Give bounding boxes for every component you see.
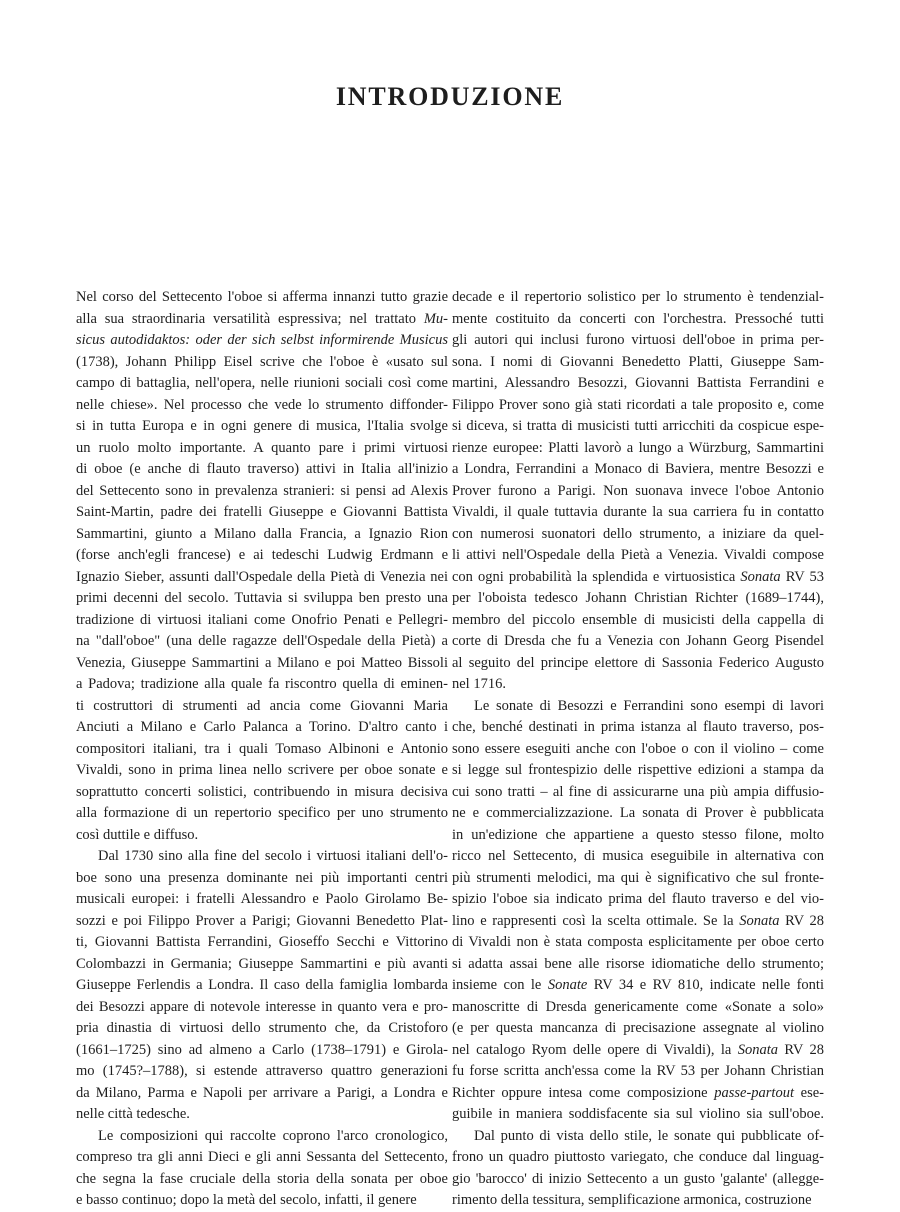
text-line: Vivaldi, sono in prima linea nello scrivere per oboe sonate e [76,762,448,778]
text-line: ne e commercializzazione. La sonata di Prover è pubblicata [452,805,824,821]
text-line: in un'edizione che appartiene a questo stesso filone, molto [452,826,824,843]
text-line: (e per questa mancanza di precisazione assegnate al violino [452,1020,824,1036]
text-line: più strumenti melodici, ma qui è significativo che sul fronte- [452,869,824,886]
text-line: Giuseppe Ferlendis a Londra. Il caso della famiglia lombarda [76,977,448,993]
text-line: alla formazione di un repertorio specifico per uno strumento [76,805,448,821]
text-line: corte di Dresda che fu a Venezia con Johann Georg Pisendel [452,633,824,649]
text-line: Anciuti a Milano e Carlo Palanca a Torino. D'altro canto i [76,719,448,735]
text-line: na "dall'oboe" (una delle ragazze dell'Ospedale della Pietà) a [76,633,448,649]
text-line: nelle chiese». Nel processo che vede lo strumento diffonder- [76,396,448,413]
text-line: Le sonate di Besozzi e Ferrandini sono esempi di lavori [474,697,824,714]
text-line: gio 'barocco' di inizio Settecento a un gusto 'galante' (allegge- [452,1170,824,1187]
text-line: cui sono tratti – al fine di assicurarne una più ampia diffusio- [452,783,824,800]
text-line: rienze europee: Platti lavorò a lungo a Würzburg, Sammartini [452,439,824,456]
text-column-right [452,287,824,1212]
text-line: Dal punto di vista dello stile, le sonate qui pubblicate of- [474,1127,824,1144]
text-line: decade e il repertorio solistico per lo strumento è tendenzial- [452,289,824,305]
text-line: campo di battaglia, nell'opera, nelle riunioni sociali così come [76,375,448,391]
text-line: pria dinastia di virtuosi dello strumento che, da Cristoforo [76,1020,448,1036]
text-line: a Londra, Ferrandini a Monaco di Baviera, mentre Besozzi e [452,461,824,477]
text-line: primi decenni del secolo. Tuttavia si sviluppa ben presto una [76,590,448,606]
text-line: di Vivaldi non è stata composta esplicitamente per oboe certo [452,934,824,950]
text-line: membro del piccolo ensemble di musicisti della cappella di [452,611,824,628]
text-line: soprattutto concerti solistici, contribuendo in misura decisiva [76,783,448,800]
page-title: INTRODUZIONE [335,82,565,111]
text-line: al seguito del principe elettore di Sassonia Federico Augusto [452,654,824,671]
text-line: si adatta assai bene alle risorse idiomatiche dello strumento; [452,955,824,972]
text-line: Sammartini, giunto a Milano dalla Francia, a Ignazio Rion [76,525,448,542]
text-line: del Settecento sono in prevalenza stranieri: si pensi ad Alexis [76,482,448,499]
text-line: nel 1716. [452,676,506,692]
text-line: sono essere eseguiti anche con l'oboe o con il violino – come [452,740,824,757]
text-line: spizio l'oboe sia indicato prima del flauto traverso e del vio- [452,891,824,907]
text-line: Richter oppure intesa come composizione passe-partout ese- [452,1084,825,1101]
text-line: fu forse scritta anch'essa come la RV 53 per Johann Christian [452,1063,824,1079]
text-line: martini, Alessandro Besozzi, Giovanni Battista Ferrandini e [452,375,824,391]
text-line: Dal 1730 sino alla fine del secolo i virtuosi italiani dell'o- [98,848,448,864]
text-line: un ruolo molto importante. A quanto pare i primi virtuosi [76,439,448,456]
text-line: Le composizioni qui raccolte coprono l'arco cronologico, [98,1127,448,1144]
text-line: guibile in maniera soddisfacente sia sul violino sia sull'oboe. [452,1106,824,1122]
text-line: si in tutta Europa e in ogni genere di musica, l'Italia svolge [76,418,448,434]
text-line: (1661–1725) sino ad almeno a Carlo (1738–1791) e Girola- [76,1041,448,1058]
text-line: gli autori qui inclusi furono virtuosi dell'oboe in prima per- [452,332,824,348]
text-line: lino e rappresenti così la scelta ottimale. Se la Sonata RV 28 [452,912,824,929]
text-line: così duttile e diffuso. [76,826,199,843]
text-line: mente costituito da concerti con l'orchestra. Pressoché tutti [452,310,824,327]
text-line: che, benché destinati in prima istanza al flauto traverso, pos- [452,719,824,735]
text-column-left [76,287,448,1212]
text-line: da Milano, Parma e Napoli per arrivare a Parigi, a Londra e [76,1084,448,1101]
text-line: nel catalogo Ryom delle opere di Vivaldi), la Sonata RV 28 [452,1041,824,1058]
text-line: Prover furono a Parigi. Non suonava invece l'oboe Antonio [452,482,824,499]
text-line: Ignazio Sieber, assunti dall'Ospedale della Pietà di Venezia nei [76,568,448,585]
text-line: e basso continuo; dopo la metà del secolo, infatti, il genere [76,1192,417,1208]
text-line: frono un quadro piuttosto variegato, che conduce dal linguag- [452,1149,824,1165]
text-line: alla sua straordinaria versatilità espressiva; nel trattato Mu- [76,310,448,327]
text-line: compreso tra gli anni Dieci e gli anni Sessanta del Settecento, [76,1149,448,1165]
text-line: con ogni probabilità la splendida e virtuosistica Sonata RV 53 [452,568,824,585]
text-line: ti, Giovanni Battista Ferrandini, Gioseffo Secchi e Vittorino [76,934,448,950]
text-line: Colombazzi in Germania; Giuseppe Sammartini e più avanti [76,955,448,972]
text-line: si legge sul frontespizio delle rispettive edizioni a stampa da [452,762,824,778]
text-line: musicali europei: i fratelli Alessandro e Paolo Girolamo Be- [76,891,448,907]
text-line: sona. I nomi di Giovanni Benedetto Platti, Giuseppe Sam- [452,353,824,370]
text-line: boe sono una presenza dominante nei più importanti centri [76,869,448,886]
text-line: nelle città tedesche. [76,1106,190,1122]
text-line: sozzi e poi Filippo Prover a Parigi; Giovanni Benedetto Plat- [76,912,448,929]
text-line: Vivaldi, il quale tuttavia durante la sua carriera fu in contatto [452,504,824,520]
text-line: Saint-Martin, padre dei fratelli Giuseppe e Giovanni Battista [76,504,448,520]
text-line: ricco nel Settecento, di musica eseguibile in alternativa con [452,848,824,864]
text-line: rimento della tessitura, semplificazione armonica, costruzione [452,1192,812,1208]
text-line: insieme con le Sonate RV 34 e RV 810, indicate nelle fonti [452,977,824,993]
text-line: con numerosi suonatori dello strumento, a iniziare da quel- [452,525,824,542]
text-line: per l'oboista tedesco Johann Christian Richter (1689–1744), [452,590,824,606]
text-line: dei Besozzi appare di notevole interesse in quanto vera e pro- [76,998,448,1015]
text-line: tradizione di virtuosi italiani come Onofrio Penati e Pellegri- [76,611,448,628]
text-line: si diceva, si tratta di musicisti tutti arricchiti da cospicue espe- [452,418,824,434]
text-line: Nel corso del Settecento l'oboe si afferma innanzi tutto grazie [76,289,448,305]
text-line: (forse anch'egli francese) e ai tedeschi Ludwig Erdmann e [76,547,448,563]
text-line: Filippo Prover sono già stati ricordati a tale proposito e, come [452,396,824,413]
text-line: li attivi nell'Ospedale della Pietà a Venezia. Vivaldi compose [452,547,824,563]
text-line: compositori italiani, tra i quali Tomaso Albinoni e Antonio [76,740,448,757]
text-line: sicus autodidaktos: oder der sich selbst informirende Musicus [76,332,448,348]
text-line: manoscritte di Dresda genericamente come «Sonate a solo» [452,998,824,1015]
text-line: a Padova; tradizione alla quale fa riscontro quella di eminen- [76,676,448,692]
text-line: Venezia, Giuseppe Sammartini a Milano e poi Matteo Bissoli [76,654,448,671]
text-line: di oboe (e anche di flauto traverso) attivi in Italia all'inizio [76,461,448,477]
text-line: ti costruttori di strumenti ad ancia come Giovanni Maria [76,697,448,714]
text-line: che segna la fase cruciale della storia della sonata per oboe [76,1170,448,1187]
text-line: (1738), Johann Philipp Eisel scrive che l'oboe è «usato sul [76,353,448,370]
text-line: mo (1745?–1788), si estende attraverso quattro generazioni [76,1063,448,1079]
